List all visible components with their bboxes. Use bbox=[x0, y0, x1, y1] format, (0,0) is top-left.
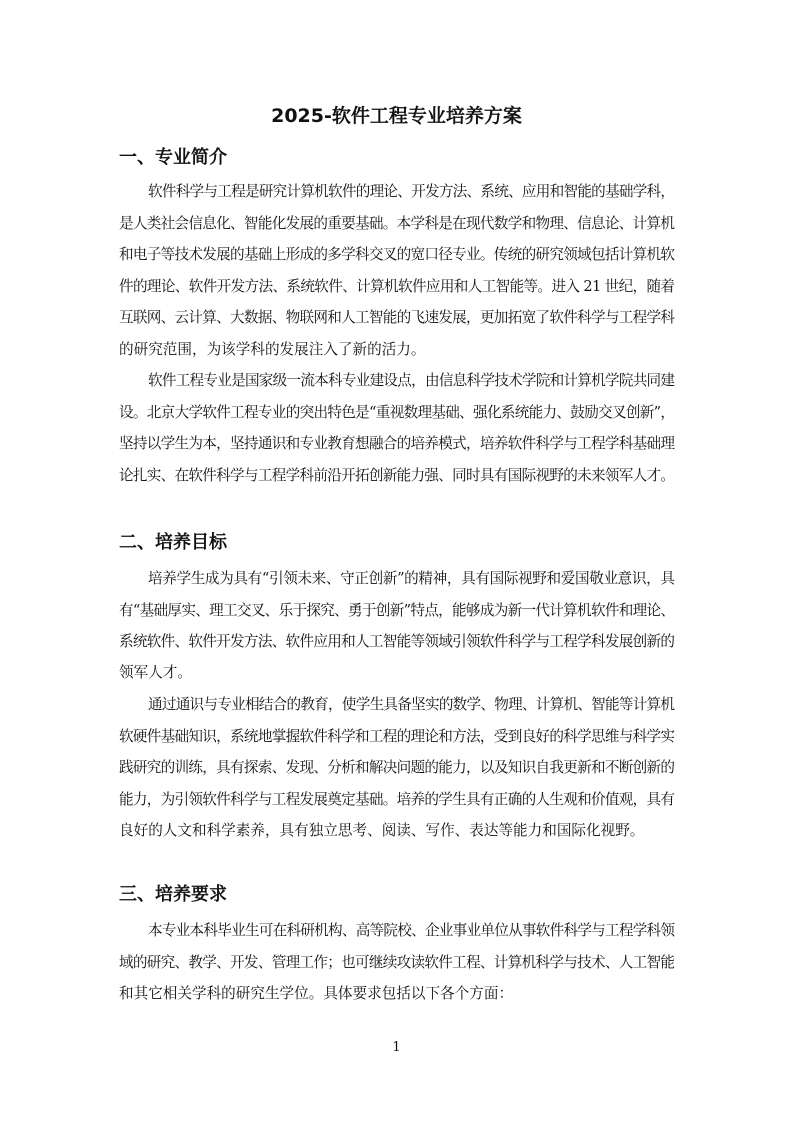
section-heading: 三、培养要求 bbox=[119, 884, 227, 905]
paragraph-line: 通过通识与专业相结合的教育，使学生具备坚实的数学、物理、计算机、智能等计算机 bbox=[148, 696, 675, 713]
paragraph-line: 领军人才。 bbox=[119, 664, 192, 681]
paragraph-line: 有“基础厚实、理工交叉、乐于探究、勇于创新”特点，能够成为新一代计算机软件和理论、 bbox=[119, 602, 675, 619]
paragraph-line: 软件工程专业是国家级一流本科专业建设点，由信息科学技术学院和计算机学院共同建 bbox=[148, 372, 675, 389]
paragraph-line: 软件科学与工程是研究计算机软件的理论、开发方法、系统、应用和智能的基础学科， bbox=[148, 183, 675, 200]
paragraph-line: 良好的人文和科学素养，具有独立思考、阅读、写作、表达等能力和国际化视野。 bbox=[119, 822, 645, 839]
paragraph-line: 本专业本科毕业生可在科研机构、高等院校、企业事业单位从事软件科学与工程学科领 bbox=[148, 922, 675, 939]
paragraph-line: 互联网、云计算、大数据、物联网和人工智能的飞速发展，更加拓宽了软件科学与工程学科 bbox=[119, 309, 675, 326]
paragraph-line: 和电子等技术发展的基础上形成的多学科交叉的宽口径专业。传统的研究领域包括计算机软 bbox=[119, 246, 675, 263]
section-heading: 二、培养目标 bbox=[119, 532, 227, 553]
paragraph-line: 和其它相关学科的研究生学位。具体要求包括以下各个方面： bbox=[119, 985, 514, 1002]
paragraph-line: 的研究范围，为该学科的发展注入了新的活力。 bbox=[119, 341, 426, 358]
paragraph-line: 域的研究、教学、开发、管理工作；也可继续攻读软件工程、计算机科学与技术、人工智能 bbox=[119, 954, 675, 971]
paragraph-line: 系统软件、软件开发方法、软件应用和人工智能等领域引领软件科学与工程学科发展创新的 bbox=[119, 633, 675, 650]
paragraph-line: 设。北京大学软件工程专业的突出特色是“重视数理基础、强化系统能力、鼓励交叉创新”， bbox=[119, 404, 675, 421]
document-title: 2025-软件工程专业培养方案 bbox=[271, 105, 522, 127]
paragraph-line: 践研究的训练，具有探索、发现、分析和解决问题的能力，以及知识自我更新和不断创新的 bbox=[119, 759, 675, 776]
page-number: 1 bbox=[392, 1040, 401, 1055]
paragraph-line: 是人类社会信息化、智能化发展的重要基础。本学科是在现代数学和物理、信息论、计算机 bbox=[119, 215, 675, 232]
paragraph-line: 软硬件基础知识，系统地掌握软件科学和工程的理论和方法，受到良好的科学思维与科学实 bbox=[119, 728, 675, 745]
paragraph-line: 培养学生成为具有“引领未来、守正创新”的精神，具有国际视野和爱国敬业意识，具 bbox=[148, 570, 675, 587]
paragraph-line: 论扎实、在软件科学与工程学科前沿开拓创新能力强、同时具有国际视野的未来领军人才。 bbox=[119, 467, 675, 484]
paragraph-line: 能力，为引领软件科学与工程发展奠定基础。培养的学生具有正确的人生观和价值观，具有 bbox=[119, 791, 675, 808]
paragraph-line: 坚持以学生为本，坚持通识和专业教育想融合的培养模式，培养软件科学与工程学科基础理 bbox=[119, 435, 675, 452]
section-heading: 一、专业简介 bbox=[119, 147, 227, 168]
paragraph-line: 件的理论、软件开发方法、系统软件、计算机软件应用和人工智能等。进入 21 世纪，随着 bbox=[119, 278, 675, 295]
